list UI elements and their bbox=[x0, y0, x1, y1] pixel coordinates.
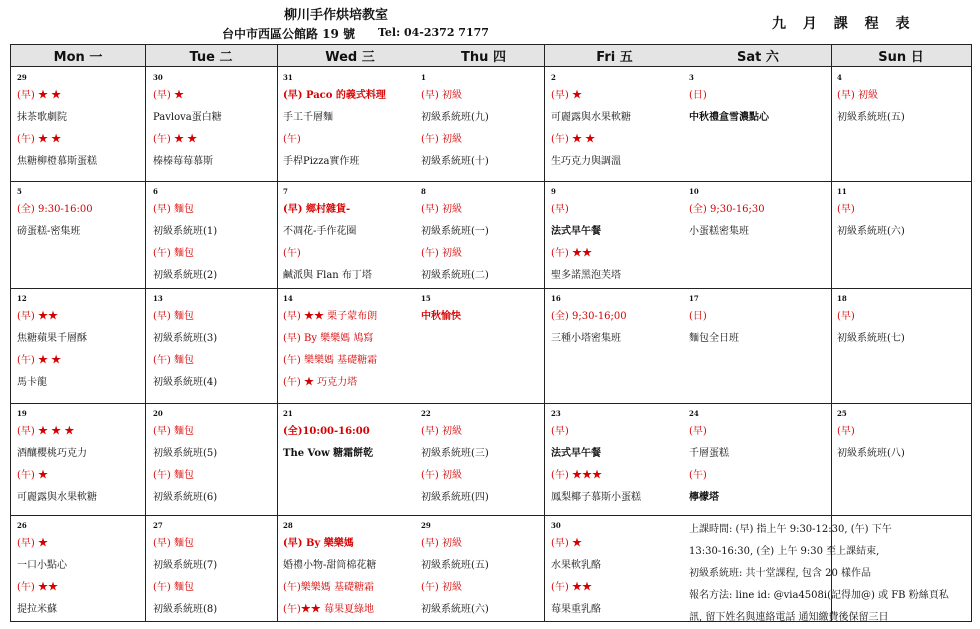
course-name: 一口小點心 bbox=[17, 560, 67, 571]
course-name: 初級系統班(6) bbox=[153, 492, 218, 503]
row-divider bbox=[11, 181, 971, 182]
session-time-label: (午) ★ ★ bbox=[17, 355, 62, 366]
day-number: 8 bbox=[421, 187, 426, 196]
course-name: 法式早午餐 bbox=[551, 448, 601, 459]
column-divider bbox=[145, 45, 146, 621]
course-name: 抹茶歌劇院 bbox=[17, 112, 67, 123]
session-time-label: (午) 初級 bbox=[421, 470, 462, 481]
session-time-label: (午) bbox=[283, 134, 301, 145]
day-number: 30 bbox=[153, 73, 163, 82]
session-time-label: (早) 初級 bbox=[421, 204, 462, 215]
course-name: 初級系統班(四) bbox=[421, 492, 489, 503]
course-name: 三種小塔密集班 bbox=[551, 333, 621, 344]
school-address: 台中市西區公館路 19 號 bbox=[222, 27, 356, 41]
session-time-label: (早) ★★ bbox=[17, 311, 58, 322]
calendar-day-cell bbox=[689, 407, 729, 509]
day-number: 20 bbox=[153, 409, 163, 418]
calendar-day-cell bbox=[283, 519, 376, 621]
session-time-label: (午) 麵包 bbox=[153, 248, 194, 259]
session-time-label: (早) bbox=[837, 311, 855, 322]
note-line: 上課時間: (早) 指上午 9:30-12:30, (午) 下午 bbox=[689, 524, 892, 535]
course-name: The Vow 糖霜餅乾 bbox=[283, 448, 374, 459]
course-name: 可麗露與水果軟糖 bbox=[17, 492, 97, 503]
calendar-day-cell bbox=[283, 71, 386, 173]
day-header: Wed 三 bbox=[277, 45, 423, 67]
day-number: 7 bbox=[283, 187, 288, 196]
course-name: 初級系統班(7) bbox=[153, 560, 218, 571]
course-name: Pavlova蛋白糖 bbox=[153, 112, 222, 123]
row-divider bbox=[11, 288, 971, 289]
note-line: 初級系統班: 共十堂課程, 包含 20 樣作品 bbox=[689, 568, 871, 579]
column-divider bbox=[277, 45, 278, 621]
session-time-label: (午) ★★ bbox=[551, 248, 592, 259]
session-time-label: (午) 初級 bbox=[421, 582, 462, 593]
day-number: 21 bbox=[283, 409, 293, 418]
course-name: 酒釀櫻桃巧克力 bbox=[17, 448, 87, 459]
session-time-label: (午) ★★ bbox=[17, 582, 58, 593]
day-number: 27 bbox=[153, 521, 163, 530]
school-phone: Tel: 04-2372 7177 bbox=[378, 26, 489, 39]
day-number: 31 bbox=[283, 73, 293, 82]
session-time-label: (午) 麵包 bbox=[153, 582, 194, 593]
calendar-day-cell bbox=[837, 292, 905, 350]
course-name: 提拉米蘇 bbox=[17, 604, 57, 615]
session-time-label: (早) By 樂樂媽 bbox=[283, 538, 354, 549]
note-line: 訊, 留下姓名與連絡電話 通知繳費後保留三日 bbox=[689, 612, 889, 623]
calendar-day-cell bbox=[689, 292, 739, 350]
session-time-label: (早) bbox=[837, 204, 855, 215]
calendar-day-cell bbox=[17, 407, 97, 509]
session-time-label: (午) ★ ★ bbox=[551, 134, 596, 145]
course-name: 初級系統班(一) bbox=[421, 226, 489, 237]
course-name: 初級系統班(六) bbox=[421, 604, 489, 615]
calendar-day-cell bbox=[421, 519, 489, 621]
course-name: 初級系統班(七) bbox=[837, 333, 905, 344]
calendar-day-cell bbox=[551, 71, 631, 173]
day-header: Mon 一 bbox=[11, 45, 145, 67]
session-time-label: (早) bbox=[689, 426, 707, 437]
calendar-day-cell bbox=[837, 407, 905, 465]
session-time-label: (午)樂樂媽 基礎糖霜 bbox=[283, 582, 374, 593]
day-number: 28 bbox=[283, 521, 293, 530]
day-number: 15 bbox=[421, 294, 431, 303]
course-name: 水果軟乳酪 bbox=[551, 560, 601, 571]
session-time-label: (早) By 樂樂媽 鳩寫 bbox=[283, 333, 374, 344]
calendar-day-cell bbox=[153, 407, 217, 509]
calendar-day-cell bbox=[551, 407, 641, 509]
session-time-label: (午) 麵包 bbox=[153, 470, 194, 481]
session-time-label: (全) 9;30-16;00 bbox=[551, 311, 627, 322]
calendar-day-cell bbox=[837, 71, 905, 129]
day-number: 1 bbox=[421, 73, 426, 82]
note-line: 報名方法: line id: @via4508i(記得加@) 或 FB 粉絲頁私 bbox=[689, 590, 949, 601]
day-number: 10 bbox=[689, 187, 699, 196]
calendar-day-cell bbox=[551, 185, 621, 287]
day-number: 30 bbox=[551, 521, 561, 530]
session-time-label: (午) 初級 bbox=[421, 248, 462, 259]
course-name: 初級系統班(十) bbox=[421, 156, 489, 167]
course-name: 焦糖蘋果千層酥 bbox=[17, 333, 87, 344]
session-time-label: (午) ★★★ bbox=[551, 470, 602, 481]
day-number: 17 bbox=[689, 294, 699, 303]
session-time-label: (午) 初級 bbox=[421, 134, 462, 145]
calendar-day-cell bbox=[421, 292, 461, 328]
day-header: Sun 日 bbox=[831, 45, 971, 67]
course-name: 初級系統班(1) bbox=[153, 226, 218, 237]
day-number: 22 bbox=[421, 409, 431, 418]
day-number: 18 bbox=[837, 294, 847, 303]
course-name: 可麗露與水果軟糖 bbox=[551, 112, 631, 123]
day-number: 12 bbox=[17, 294, 27, 303]
course-calendar bbox=[10, 44, 972, 622]
course-name: 初級系統班(三) bbox=[421, 448, 489, 459]
session-time-label: (早) 麵包 bbox=[153, 426, 194, 437]
day-number: 26 bbox=[17, 521, 27, 530]
day-number: 4 bbox=[837, 73, 842, 82]
day-number: 23 bbox=[551, 409, 561, 418]
course-name: 不凋花-手作花圈 bbox=[283, 226, 357, 237]
day-number: 16 bbox=[551, 294, 561, 303]
calendar-day-cell bbox=[17, 185, 93, 243]
calendar-day-cell bbox=[153, 71, 222, 173]
session-time-label: (午)★★ 莓果夏綠地 bbox=[283, 604, 374, 615]
row-divider bbox=[11, 515, 971, 516]
session-time-label: (早) bbox=[551, 204, 569, 215]
session-time-label: (早) ★ ★ bbox=[17, 90, 62, 101]
course-name: 小蛋糕密集班 bbox=[689, 226, 749, 237]
row-divider bbox=[11, 403, 971, 404]
course-name: 初級系統班(六) bbox=[837, 226, 905, 237]
session-time-label: (早) 初級 bbox=[421, 90, 462, 101]
session-time-label: (早) ★ bbox=[551, 538, 582, 549]
session-time-label: (早) 初級 bbox=[421, 538, 462, 549]
day-number: 14 bbox=[283, 294, 293, 303]
session-time-label: (早) bbox=[837, 426, 855, 437]
day-header: Sat 六 bbox=[685, 45, 831, 67]
course-name: 焦糖柳橙慕斯蛋糕 bbox=[17, 156, 97, 167]
course-name: 手桿Pizza實作班 bbox=[283, 156, 360, 167]
session-time-label: (早) Paco 的義式料理 bbox=[283, 90, 386, 101]
calendar-day-cell bbox=[421, 185, 489, 287]
session-time-label: (午) 麵包 bbox=[153, 355, 194, 366]
course-name: 麵包全日班 bbox=[689, 333, 739, 344]
day-number: 24 bbox=[689, 409, 699, 418]
session-time-label: (早) 麵包 bbox=[153, 311, 194, 322]
day-number: 29 bbox=[421, 521, 431, 530]
calendar-day-cell bbox=[551, 292, 627, 350]
course-name: 初級系統班(8) bbox=[153, 604, 218, 615]
session-time-label: (早) bbox=[551, 426, 569, 437]
calendar-day-cell bbox=[153, 519, 217, 621]
course-name: 初級系統班(五) bbox=[837, 112, 905, 123]
day-number: 3 bbox=[689, 73, 694, 82]
school-name: 柳川手作烘培教室 bbox=[284, 8, 389, 23]
course-name: 生巧克力與調溫 bbox=[551, 156, 621, 167]
session-time-label: (午) ★ ★ bbox=[153, 134, 198, 145]
course-name: 檸檬塔 bbox=[689, 492, 719, 503]
calendar-day-cell bbox=[283, 185, 372, 287]
session-time-label: (早) 初級 bbox=[421, 426, 462, 437]
session-time-label: (早) 麵包 bbox=[153, 204, 194, 215]
calendar-day-cell bbox=[17, 71, 97, 173]
day-header: Tue 二 bbox=[145, 45, 277, 67]
calendar-day-cell bbox=[283, 407, 373, 465]
day-number: 25 bbox=[837, 409, 847, 418]
note-line: 13:30-16:30, (全) 上午 9:30 至上課結束, bbox=[689, 546, 880, 557]
course-name: 手工千層麵 bbox=[283, 112, 333, 123]
calendar-day-cell bbox=[17, 519, 67, 621]
course-name: 初級系統班(五) bbox=[421, 560, 489, 571]
day-number: 13 bbox=[153, 294, 163, 303]
schedule-title: 九 月 課 程 表 bbox=[772, 16, 916, 32]
course-notes bbox=[689, 519, 949, 629]
calendar-day-cell bbox=[689, 185, 765, 243]
session-time-label: (日) bbox=[689, 90, 707, 101]
course-name: 婚禮小物-甜筒棉花糖 bbox=[283, 560, 377, 571]
course-name: 鳳梨椰子慕斯小蛋糕 bbox=[551, 492, 641, 503]
session-time-label: (早) ★ bbox=[551, 90, 582, 101]
course-name: 聖多諾黑泡芙塔 bbox=[551, 270, 621, 281]
session-time-label: (早) 鄉村雜貨- bbox=[283, 204, 351, 215]
course-name: 中秋愉快 bbox=[421, 311, 461, 322]
course-name: 初級系統班(2) bbox=[153, 270, 218, 281]
course-name: 初級系統班(5) bbox=[153, 448, 218, 459]
day-number: 2 bbox=[551, 73, 556, 82]
day-number: 6 bbox=[153, 187, 158, 196]
calendar-day-cell bbox=[17, 292, 87, 394]
day-header: Thu 四 bbox=[423, 45, 544, 67]
course-name: 中秋禮盒雪濃點心 bbox=[689, 112, 769, 123]
session-time-label: (早) 初級 bbox=[837, 90, 878, 101]
session-time-label: (早) ★ bbox=[153, 90, 184, 101]
day-header: Fri 五 bbox=[544, 45, 685, 67]
day-number: 11 bbox=[837, 187, 847, 196]
calendar-day-cell bbox=[837, 185, 905, 243]
course-name: 初級系統班(九) bbox=[421, 112, 489, 123]
course-name: 鹹派與 Flan 布丁塔 bbox=[283, 270, 372, 281]
calendar-day-cell bbox=[153, 185, 217, 287]
day-number: 5 bbox=[17, 187, 22, 196]
session-time-label: (午) bbox=[283, 248, 301, 259]
session-time-label: (午) ★ 巧克力塔 bbox=[283, 377, 358, 388]
calendar-day-cell bbox=[421, 71, 489, 173]
course-name: 榛榛莓莓慕斯 bbox=[153, 156, 213, 167]
session-time-label: (午) ★ ★ bbox=[17, 134, 62, 145]
day-number: 19 bbox=[17, 409, 27, 418]
course-name: 磅蛋糕-密集班 bbox=[17, 226, 81, 237]
day-number: 29 bbox=[17, 73, 27, 82]
session-time-label: (全) 9:30-16:00 bbox=[17, 204, 93, 215]
session-time-label: (早) ★★ 栗子蒙布朗 bbox=[283, 311, 378, 322]
course-name: 千層蛋糕 bbox=[689, 448, 729, 459]
session-time-label: (日) bbox=[689, 311, 707, 322]
calendar-day-cell bbox=[283, 292, 377, 394]
course-name: 初級系統班(3) bbox=[153, 333, 218, 344]
calendar-day-cell bbox=[421, 407, 489, 509]
session-time-label: (午) ★ bbox=[17, 470, 48, 481]
session-time-label: (全)10:00-16:00 bbox=[283, 426, 370, 437]
session-time-label: (午) 樂樂媽 基礎糖霜 bbox=[283, 355, 378, 366]
session-time-label: (早) ★ ★ ★ bbox=[17, 426, 75, 437]
session-time-label: (早) ★ bbox=[17, 538, 48, 549]
column-divider bbox=[544, 45, 545, 621]
course-name: 初級系統班(二) bbox=[421, 270, 489, 281]
session-time-label: (全) 9;30-16;30 bbox=[689, 204, 765, 215]
course-name: 法式早午餐 bbox=[551, 226, 601, 237]
calendar-day-cell bbox=[551, 519, 601, 621]
course-name: 初級系統班(八) bbox=[837, 448, 905, 459]
calendar-day-cell bbox=[689, 71, 769, 129]
session-time-label: (午) bbox=[689, 470, 707, 481]
day-number: 9 bbox=[551, 187, 556, 196]
session-time-label: (早) 麵包 bbox=[153, 538, 194, 549]
session-time-label: (午) ★★ bbox=[551, 582, 592, 593]
course-name: 馬卡龍 bbox=[17, 377, 47, 388]
calendar-day-cell bbox=[153, 292, 217, 394]
course-name: 初級系統班(4) bbox=[153, 377, 218, 388]
course-name: 莓果重乳酪 bbox=[551, 604, 601, 615]
